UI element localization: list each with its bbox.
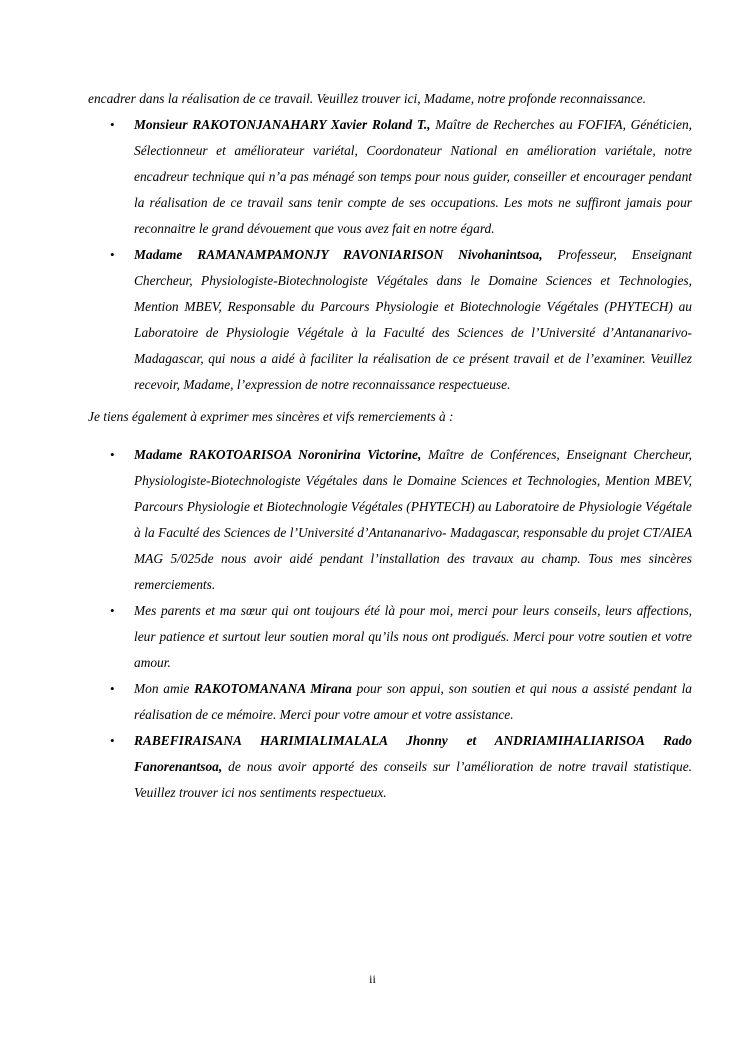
- person-name: RABEFIRAISANA HARIMIALIMALALA Jhonny et ANDRIAMIHALIARISOA Rado Fanorenantsoa,: [134, 733, 692, 774]
- acknowledgement-text: Maître de Recherches au FOFIFA, Généticien, Sélectionneur et améliorateur variétal, Coordonateur National en amélioration variétale, notre encadreur technique qui n’a pas ménagé son temps pour nous guider, conseiller et encourager pendant la réalisation de ce travail sans tenir compte de ses occupations. Les mots ne suffiront jamais pour reconnaitre le grand dévouement que vous avez fait en notre égard.: [134, 117, 692, 236]
- acknowledgement-text: Mes parents et ma sœur qui ont toujours été là pour moi, merci pour leurs conseils, leurs affections, leur patience et surtout leur soutien moral qu’ils nous ont prodigués. Merci pour votre soutien et votre amour.: [134, 603, 692, 670]
- acknowledgement-text: Maître de Conférences, Enseignant Chercheur, Physiologiste-Biotechnologiste Végétales dans le Domaine Sciences et Technologies, Mention MBEV, Parcours Physiologie et Biotechnologie Végétales (PHYTECH) au Laboratoire de Physiologie Végétale à la Faculté des Sciences de l’Université d’Antananarivo- Madagascar, responsable du projet CT/AIEA MAG 5/025de nous avoir aidé pendant l’installation des travaux au champ. Tous mes sincères remerciements.: [134, 447, 693, 592]
- bullet-icon: •: [110, 117, 115, 132]
- bullet-icon: •: [110, 733, 115, 748]
- person-name: RAKOTOMANANA Mirana: [194, 681, 352, 696]
- list-item: [88, 598, 692, 676]
- list-item: [88, 442, 692, 598]
- acknowledgement-text: Professeur, Enseignant Chercheur, Physiologiste-Biotechnologiste Végétales dans le Domaine Sciences et Technologies, Mention MBEV, Responsable du Parcours Physiologie et Biotechnologie Végétales (PHYTECH) au Laboratoire de Physiologie Végétale à la Faculté des Sciences de l’Université d’Antananarivo- Madagascar, qui nous a aidé à faciliter la réalisation de ce présent travail et de l’examiner. Veuillez recevoir, Madame, l’expression de notre reconnaissance respectueuse.: [134, 247, 692, 392]
- bullet-icon: •: [110, 247, 115, 262]
- first-acknowledgement-list: [88, 112, 692, 398]
- list-item: [88, 242, 692, 398]
- bullet-icon: •: [110, 447, 115, 462]
- page-content: [88, 86, 692, 806]
- bullet-icon: •: [110, 681, 115, 696]
- person-name: Monsieur RAKOTONJANAHARY Xavier Roland T.,: [134, 117, 431, 132]
- page-number: ii: [369, 972, 376, 986]
- person-name: Madame RAKOTOARISOA Noronirina Victorine,: [134, 447, 422, 462]
- acknowledgement-text: pour son appui, son soutien et qui nous a assisté pendant la réalisation de ce mémoire. Merci pour votre amour et votre assistance.: [134, 681, 692, 722]
- person-name: Madame RAMANAMPAMONJY RAVONIARISON Nivohanintsoa,: [134, 247, 543, 262]
- bullet-icon: •: [110, 603, 115, 618]
- list-item: [88, 676, 692, 728]
- list-item: [88, 728, 692, 806]
- intro-paragraph: Je tiens également à exprimer mes sincères et vifs remerciements à :: [88, 409, 454, 424]
- acknowledgement-text: de nous avoir apporté des conseils sur l’amélioration de notre travail statistique. Veuillez trouver ici nos sentiments respectueux.: [134, 759, 692, 800]
- acknowledgement-prefix: Mon amie: [134, 681, 195, 696]
- second-acknowledgement-list: [88, 442, 692, 806]
- continuation-paragraph: encadrer dans la réalisation de ce travail. Veuillez trouver ici, Madame, notre profonde reconnaissance.: [88, 91, 646, 106]
- list-item: [88, 112, 692, 242]
